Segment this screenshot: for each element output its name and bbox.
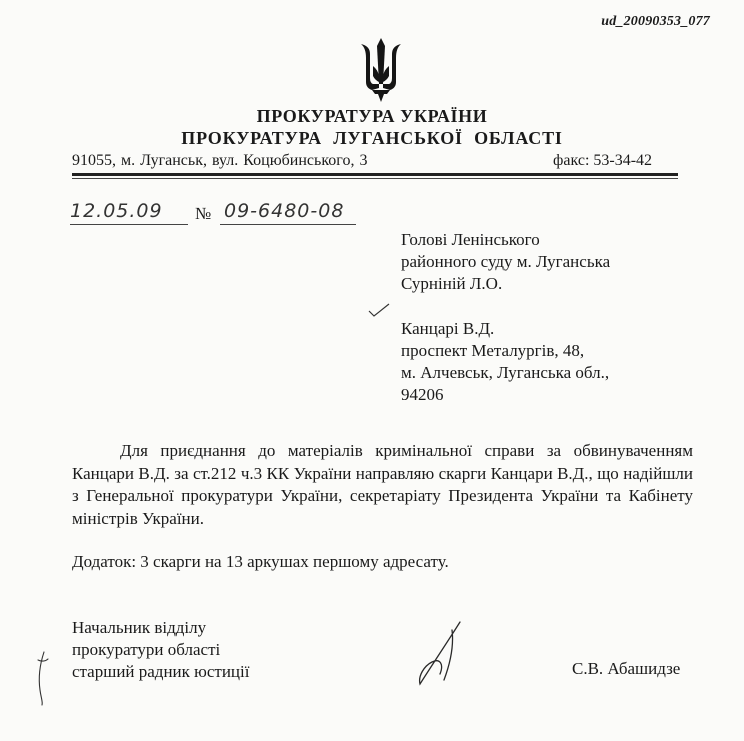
addressee-line: проспект Металургів, 48, (401, 341, 585, 360)
addressee-line: Канцарі В.Д. (401, 319, 495, 338)
header-rule-thick (72, 173, 678, 176)
org-fax: факс: 53-34-42 (553, 152, 653, 169)
addressee-court (401, 229, 610, 295)
number-sign: № (195, 204, 212, 223)
org-title: ПРОКУРАТУРА УКРАЇНИ (256, 106, 488, 126)
signatory-title (72, 617, 249, 683)
addressee-line: Сурніній Л.О. (401, 274, 503, 293)
addressee-person (401, 318, 609, 406)
signer-name: С.В. Абашидзе (572, 659, 681, 678)
handwritten-signature (414, 618, 466, 688)
body-paragraph: Для приєднання до матеріалів кримінальної справи за обвинуваченням Канцари В.Д. за ст.212 ч.3 КК України направляю скарги Канцари В.Д., що надійшли з Генеральної прокуратури України, секретаріату Президента України та Кабінету міністрів України. (72, 441, 693, 528)
letter-body (72, 440, 693, 530)
header-rule-thin (72, 178, 678, 179)
outgoing-date: 12.05.09 (70, 200, 163, 222)
check-mark-icon (368, 302, 390, 318)
addressee-line: 94206 (401, 385, 444, 404)
date-underline (70, 224, 188, 225)
org-subtitle: ПРОКУРАТУРА ЛУГАНСЬКОЇ ОБЛАСТІ (181, 128, 563, 148)
addressee-line: Голові Ленінського (401, 230, 540, 249)
margin-handwritten-mark (34, 650, 50, 706)
document-id: ud_20090353_077 (601, 14, 710, 29)
signatory-line: Начальник відділу (72, 618, 207, 637)
signatory-line: старший радник юстиції (72, 662, 250, 681)
org-address: 91055, м. Луганськ, вул. Коцюбинського, 3 (72, 152, 368, 169)
number-underline (220, 224, 356, 225)
outgoing-number: 09-6480-08 (224, 200, 345, 222)
trident-emblem-icon (358, 36, 404, 106)
addressee-line: м. Алчевськ, Луганська обл., (401, 363, 610, 382)
attachment-note: Додаток: 3 скарги на 13 аркушах першому адресату. (72, 552, 449, 571)
signatory-line: прокуратури області (72, 640, 221, 659)
addressee-line: районного суду м. Луганська (401, 252, 611, 271)
